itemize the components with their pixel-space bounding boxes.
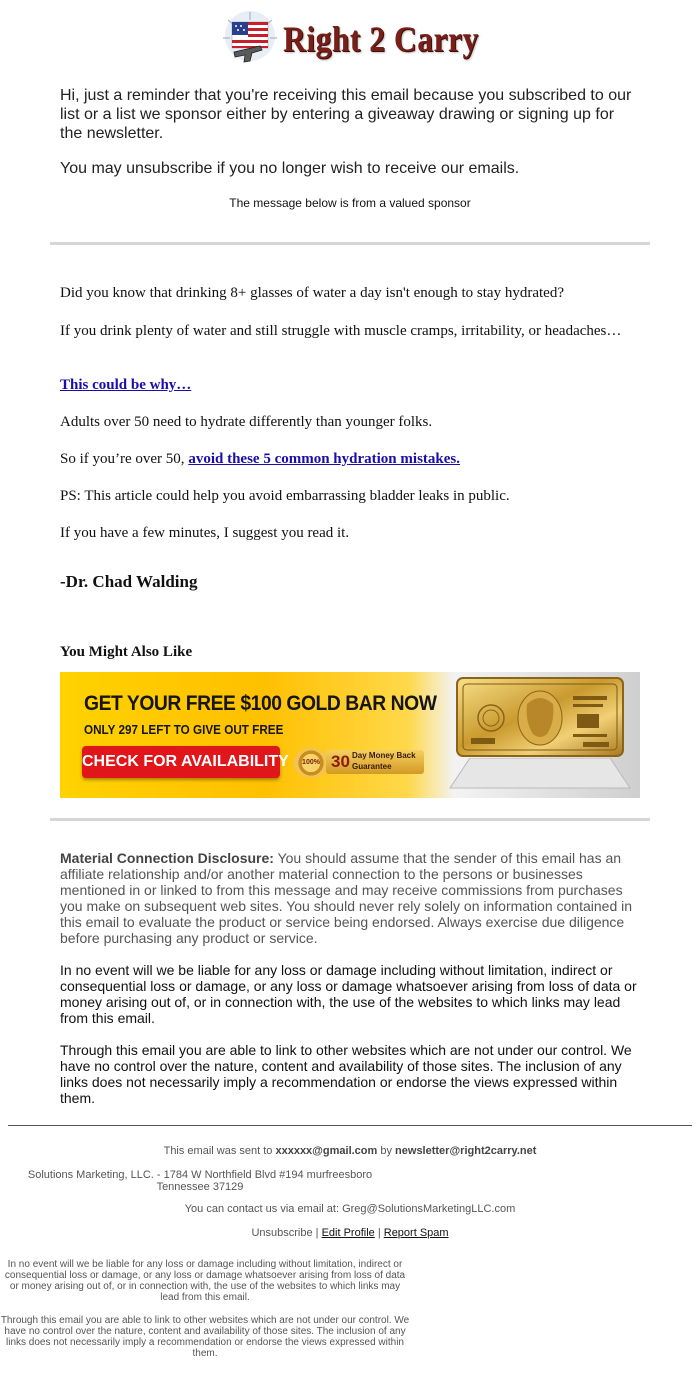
paragraph-symptoms: If you drink plenty of water and still struggle with muscle cramps, irritability, or headaches… — [60, 323, 622, 339]
guarantee-text-1: Day Money Back — [352, 751, 416, 760]
paragraph-suggest: If you have a few minutes, I suggest you read it. — [60, 525, 350, 541]
paragraph-ps: PS: This article could help you avoid embarrassing bladder leaks in public. — [60, 488, 510, 504]
also-like-heading: You Might Also Like — [60, 644, 193, 660]
hydration-mistakes-link[interactable]: avoid these 5 common hydration mistakes. — [188, 451, 460, 467]
paragraph-over-50 — [60, 451, 640, 488]
guarantee-text-2: Guarantee — [352, 762, 392, 771]
disclosure-section — [50, 850, 650, 1106]
sent-to-line — [0, 1145, 700, 1169]
flag-pistol-logo-icon — [220, 10, 280, 66]
contact-line: You can contact us via email at: Greg@SolutionsMarketingLLC.com — [184, 1203, 516, 1215]
footer-liability-notice: In no event will we be liable for any loss or damage including without limitation, indirect or consequential loss or damage, or any loss or damage whatsoever arising from loss of data or money arising out of, or in connection with, the use of the websites to which links may lead from this email. — [4, 1259, 406, 1303]
over-50-text: So if you’re over 50, — [60, 451, 189, 467]
company-address: Solutions Marketing, LLC. - 1784 W Northfield Blvd #194 murfreesboro Tennessee 37129 — [27, 1169, 373, 1193]
unsubscribe-note: You may unsubscribe if you no longer wish to receive our emails. — [60, 160, 520, 177]
footer — [0, 1145, 700, 1359]
sponsor-note: The message below is from a valued sponsor — [229, 196, 471, 210]
this-could-be-why-link[interactable]: This could be why… — [60, 377, 192, 393]
footer-links — [0, 1227, 700, 1259]
gold-bar-banner-ad[interactable] — [60, 672, 640, 798]
display-stand-icon — [440, 758, 640, 798]
email-body — [50, 0, 650, 1106]
link-separator: | — [374, 1227, 384, 1239]
disclosure-text: You should assume that the sender of this email has an affiliate relationship and/or another material connection to the persons or businesses mentioned in or linked to from this message and may receive commissions from purchases you make on subsequent web sites. You should never rely solely on information contained in this email to evaluate the product or service being endorsed. Always exercise due diligence before purchasing any product or service. — [60, 850, 633, 946]
check-availability-button[interactable]: CHECK FOR AVAILABILITY — [82, 746, 280, 778]
sent-prefix: This email was sent to — [163, 1145, 276, 1157]
recipient-email: xxxxxx@gmail.com — [275, 1145, 378, 1157]
edit-profile-link[interactable]: Edit Profile — [321, 1227, 375, 1239]
gold-bar-icon — [455, 676, 625, 758]
money-back-seal: 100% — [294, 748, 328, 778]
subscription-reminder: Hi, just a reminder that you're receiving this email because you subscribed to our list or a list we sponsor either by entering a giveaway drawing or signing up for the newsletter. — [60, 87, 632, 142]
signature: -Dr. Chad Walding — [60, 572, 198, 591]
guarantee-days: 30 — [331, 752, 350, 771]
header-logo[interactable] — [50, 0, 650, 72]
disclosure-label: Material Connection Disclosure: — [60, 850, 274, 866]
intro-section — [50, 72, 650, 213]
external-links-notice: Through this email you are able to link to other websites which are not under our control. We have no control over the nature, content and availability of those sites. The inclusion of any links does not necessarily imply a recommendation or endorse the views expressed within them. — [60, 1042, 632, 1106]
footer-divider — [8, 1125, 692, 1126]
link-separator: | — [312, 1227, 322, 1239]
banner-subline: ONLY 297 LEFT TO GIVE OUT FREE — [84, 722, 284, 737]
link-paragraph — [60, 377, 640, 414]
sponsor-message — [50, 285, 650, 672]
liability-notice: In no event will we be liable for any loss or damage including without limitation, indirect or consequential loss or damage, or any loss or damage whatsoever arising from loss of data or money arising out of, or in connection with, the use of the websites to which links may lead from this email. — [60, 962, 637, 1026]
footer-links-notice: Through this email you are able to link to other websites which are not under our control. We have no control over the nature, content and availability of those sites. The inclusion of any links does not necessarily imply a recommendation or endorse the views expressed within them. — [0, 1315, 410, 1359]
guarantee-badge — [326, 750, 424, 774]
paragraph-hydration: Did you know that drinking 8+ glasses of water a day isn't enough to stay hydrated? — [60, 285, 564, 301]
material-connection-disclosure — [60, 850, 640, 962]
unsubscribe-link[interactable]: Unsubscribe — [251, 1227, 313, 1239]
brand-name: Right 2 Carry — [283, 19, 479, 59]
banner-headline: GET YOUR FREE $100 GOLD BAR NOW — [84, 692, 437, 715]
sender-email: newsletter@right2carry.net — [395, 1145, 537, 1157]
paragraph-adults: Adults over 50 need to hydrate differently than younger folks. — [60, 414, 433, 430]
sent-by-prefix: by — [377, 1145, 396, 1157]
report-spam-link[interactable]: Report Spam — [383, 1227, 449, 1239]
